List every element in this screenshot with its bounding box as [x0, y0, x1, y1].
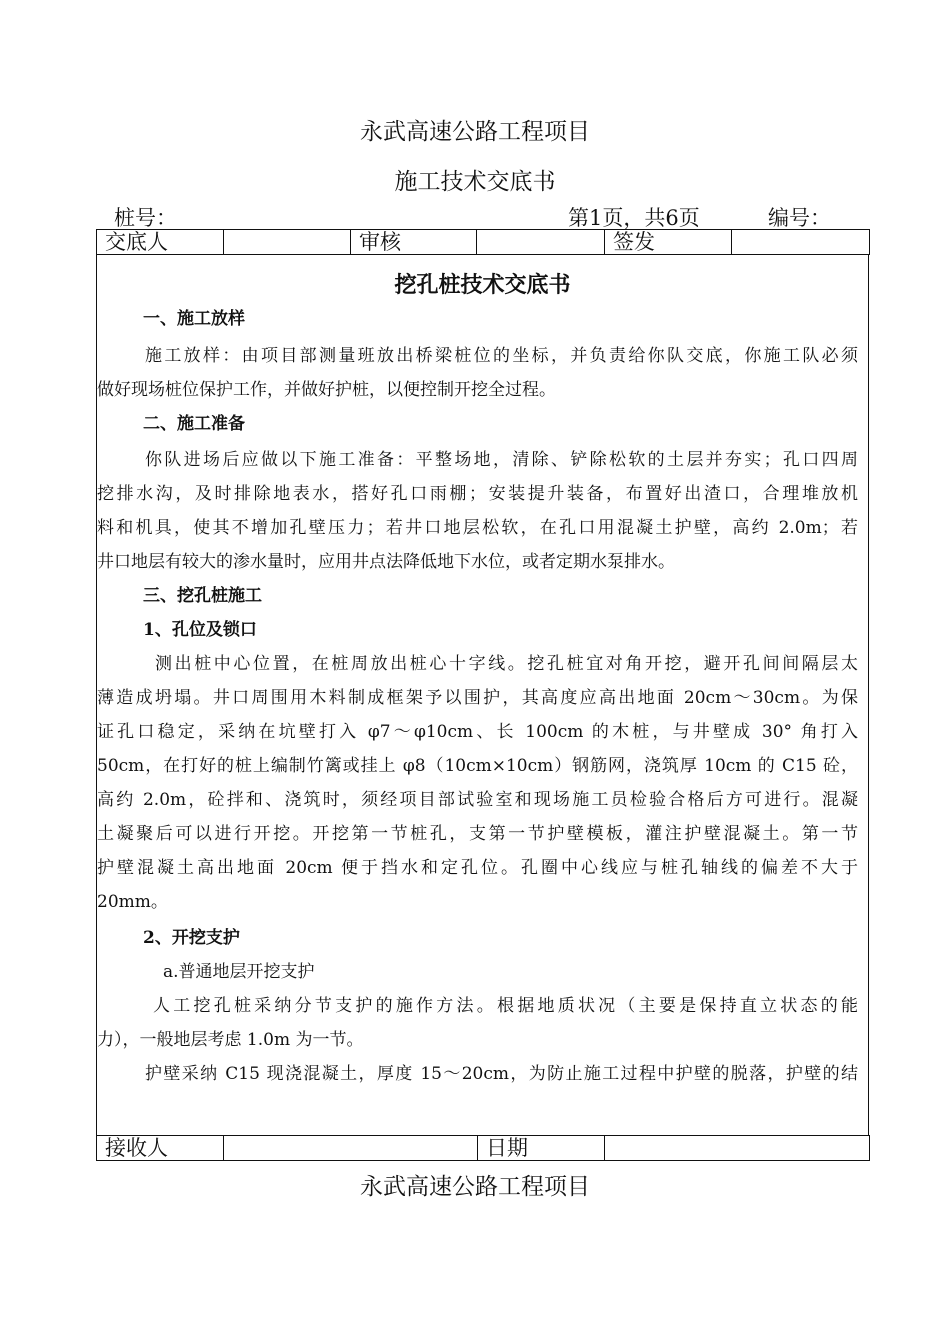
issuer-value — [732, 230, 870, 255]
sign-table — [96, 229, 870, 255]
section-heading: 挖孔桩技术交底书 — [394, 272, 571, 298]
project-title: 永武高速公路工程项目 — [360, 119, 590, 145]
date-label: 日期 — [478, 1136, 605, 1161]
paragraph-line: 土凝聚后可以进行开挖。开挖第一节桩孔，支第一节护壁模板，灌注护壁混凝土。第一节 — [97, 824, 858, 844]
briefer-value — [224, 230, 351, 255]
paragraph-line: 测出桩中心位置，在桩周放出桩心十字线。挖孔桩宜对角开挖，避开孔间间隔层太 — [155, 654, 858, 674]
paragraph-line: 料和机具，使其不增加孔壁压力；若井口地层松软，在孔口用混凝土护壁，高约 2.0m；若 — [97, 518, 858, 538]
briefer-label: 交底人 — [97, 230, 224, 255]
date-value — [605, 1136, 870, 1161]
paragraph-line: 力），一般地层考虑 1.0m 为一节。 — [97, 1030, 364, 1050]
content-box — [96, 254, 869, 1135]
paragraph-line: 20mm。 — [97, 892, 168, 912]
section-title: 三、挖孔桩施工 — [143, 586, 262, 606]
reviewer-label: 审核 — [351, 230, 477, 255]
paragraph-line: 高约 2.0m，砼拌和、浇筑时，须经项目部试验室和现场施工员检验合格后方可进行。混凝 — [97, 790, 858, 810]
paragraph-line: 井口地层有较大的渗水量时，应用井点法降低地下水位，或者定期水泵排水。 — [97, 552, 675, 572]
pile-number-label: 桩号： — [114, 206, 177, 230]
section-title: 一、施工放样 — [143, 309, 245, 329]
paragraph-line: 施工放样：由项目部测量班放出桥梁桩位的坐标，并负责给你队交底，你施工队必须 — [145, 346, 858, 366]
paragraph-line: 证孔口稳定，采纳在坑壁打入 φ7～φ10cm、长 100cm 的木桩，与井壁成 30° 角打入 — [97, 722, 858, 742]
section-title: 2、开挖支护 — [143, 928, 240, 948]
paragraph-line: 薄造成坍塌。井口周围用木料制成框架予以围护，其高度应高出地面 20cm～30cm。为保 — [97, 688, 858, 708]
receiver-label: 接收人 — [97, 1136, 224, 1161]
issuer-label: 签发 — [605, 230, 732, 255]
paragraph-line: 50cm，在打好的桩上编制竹篱或挂上 φ8（10cm×10cm）钢筋网，浇筑厚 10cm 的 C15 砼， — [97, 756, 858, 776]
paragraph-line: 护壁混凝土高出地面 20cm 便于挡水和定孔位。孔圈中心线应与桩孔轴线的偏差不大于 — [97, 858, 858, 878]
reviewer-value — [477, 230, 605, 255]
section-title: 1、孔位及锁口 — [143, 620, 257, 640]
page-info: 第1页，共6页 — [568, 206, 700, 230]
paragraph-line: a.普通地层开挖支护 — [163, 962, 315, 982]
paragraph-line: 你队进场后应做以下施工准备：平整场地，清除、铲除松软的土层并夯实；孔口四周 — [145, 450, 858, 470]
next-page-project-title: 永武高速公路工程项目 — [360, 1174, 590, 1200]
section-title: 二、施工准备 — [143, 414, 245, 434]
document-title: 施工技术交底书 — [394, 169, 556, 195]
paragraph-line: 护壁采纳 C15 现浇混凝土，厚度 15～20cm，为防止施工过程中护壁的脱落，护壁的结 — [145, 1064, 858, 1084]
meta-row — [96, 202, 870, 230]
paragraph-line: 做好现场桩位保护工作，并做好护桩，以便控制开挖全过程。 — [97, 380, 556, 400]
receive-table — [96, 1135, 870, 1161]
number-label: 编号： — [768, 206, 831, 230]
paragraph-line: 人工挖孔桩采纳分节支护的施作方法。根据地质状况（主要是保持直立状态的能 — [153, 996, 858, 1016]
receiver-value — [224, 1136, 478, 1161]
paragraph-line: 挖排水沟，及时排除地表水，搭好孔口雨棚；安装提升装备，布置好出渣口，合理堆放机 — [97, 484, 858, 504]
